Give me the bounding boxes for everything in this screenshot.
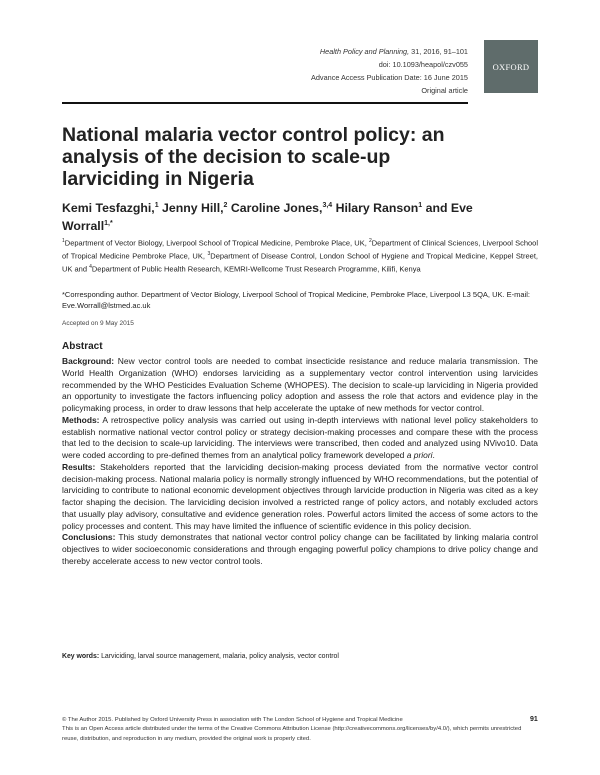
license: This is an Open Access article distributed under the terms of the Creative Commons Attribution License (http://creativecommons.org/licenses/by/4.0/), which permits unrestricted reuse, distribution, and reproduction in any medium, provided the original work is properly cited. bbox=[62, 726, 522, 742]
affiliation: Department of Public Health Research, KEMRI-Wellcome Trust Research Programme, Kilifi, Kenya bbox=[91, 264, 421, 274]
abstract-results bbox=[62, 462, 538, 533]
abstract-methods bbox=[62, 415, 538, 462]
abstract-conclusions bbox=[62, 532, 538, 567]
author: Hilary Ranson bbox=[332, 201, 419, 216]
section-text: New vector control tools are needed to combat insecticide resistance and reduce malaria transmission. The World Health Organization (WHO) endorses larviciding as a supplementary vector control intervention using larvicides recommended by the WHO Pesticides Evaluation Scheme (WHOPES). The decision to scale-up larviciding in Nigeria provided an opportunity to investigate the factors influencing policy adoption and assess the role that actors and evidence play in the policymaking process, in order to draw lessons that help accelerate the uptake of new methods for vector control. bbox=[62, 356, 538, 413]
oxford-logo: OXFORD bbox=[484, 40, 538, 93]
header-rule bbox=[62, 102, 468, 104]
accepted-date: Accepted on 9 May 2015 bbox=[62, 320, 134, 327]
author-list bbox=[62, 198, 482, 234]
author-sup: 1 bbox=[154, 202, 159, 209]
corresponding-author: *Corresponding author. Department of Vector Biology, Liverpool School of Tropical Medicine, Pembroke Place, Liverpool L3 5QA, UK. E-mail: Eve.Worrall@lstmed.ac.uk bbox=[62, 290, 531, 311]
affiliation: Department of Disease Control, London School of Hygiene and Tropical Medicine, Keppel Street, UK and bbox=[62, 251, 538, 274]
aff-sup: 4 bbox=[89, 263, 92, 270]
section-end: . bbox=[432, 450, 435, 460]
italic-term: a priori bbox=[406, 450, 433, 460]
author-sup: 2 bbox=[223, 202, 228, 209]
author: Kemi Tesfazghi, bbox=[62, 201, 155, 216]
section-text: Stakeholders reported that the larviciding decision-making process deviated from the normative vector control decision-making process. National malaria policy is normally strongly influenced by WHO recommendations, but the potential of larviciding to contribute to national economic development objectives through larvicide production in Nigeria was cited as a key factor shaping the decision. The larviciding decision involved a restricted range of policy actors, and notably excluded actors that usually play advisory, consultative and evidence generation roles. Powerful actors limited the access of some actors to the policy processes and content. This may have limited the influence of scientific evidence in this policy decision. bbox=[62, 461, 538, 531]
author: and Eve Worrall bbox=[62, 201, 473, 234]
publication-date: Advance Access Publication Date: 16 June 2015 bbox=[311, 73, 468, 82]
keywords-text: Larviciding, larval source management, malaria, policy analysis, vector control bbox=[99, 653, 339, 660]
page-number: 91 bbox=[530, 716, 538, 723]
article-type: Original article bbox=[421, 86, 468, 95]
copyright: © The Author 2015. Published by Oxford University Press in association with The London School of Hygiene and Tropical Medicine bbox=[62, 717, 403, 723]
affiliation: Department of Clinical Sciences, Liverpool School of Tropical Medicine Pembroke Place, UK, bbox=[62, 238, 538, 261]
aff-sup: 3 bbox=[207, 250, 211, 257]
author-sup: 1 bbox=[418, 202, 423, 209]
author: Jenny Hill, bbox=[158, 201, 224, 216]
aff-sup: 2 bbox=[368, 238, 372, 244]
section-label: Conclusions: bbox=[62, 532, 116, 543]
doi[interactable]: doi: 10.1093/heapol/czv055 bbox=[378, 60, 468, 69]
abstract-body bbox=[62, 356, 538, 568]
section-label: Results: bbox=[62, 461, 96, 472]
section-text: A retrospective policy analysis was carried out using in-depth interviews with national level policy stakeholders to establish normative national vector control policy or strategy decision-making processes and compare these with the process that led to the decision to scale-up larviciding. The interviews were transcribed, then coded and analyzed using NVivo10. Data were coded according to pre-defined themes from an analytical policy framework developed bbox=[62, 414, 538, 460]
affiliations bbox=[62, 236, 538, 274]
journal-name: Health Policy and Planning, bbox=[319, 47, 410, 56]
section-label: Methods: bbox=[62, 414, 100, 425]
section-label: Background: bbox=[62, 356, 115, 366]
affiliation: Department of Vector Biology, Liverpool School of Tropical Medicine, Pembroke Place, UK, bbox=[64, 238, 369, 248]
citation: 31, 2016, 91–101 bbox=[409, 47, 468, 56]
section-text: This study demonstrates that national vector control policy change can be facilitated by linking malaria control objectives to wider socioeconomic considerations and through engaging powerful policy champions to drive policy change and thereby accelerate access to new vector control tools. bbox=[62, 532, 538, 566]
author-sup: 1,* bbox=[104, 220, 113, 228]
aff-sup: 1 bbox=[62, 238, 65, 244]
keywords bbox=[62, 653, 339, 660]
article-meta bbox=[311, 45, 468, 97]
footer bbox=[62, 716, 538, 744]
keywords-label: Key words: bbox=[62, 653, 100, 660]
author: Caroline Jones, bbox=[227, 201, 323, 216]
abstract-background bbox=[62, 356, 538, 415]
author-sup: 3,4 bbox=[322, 202, 333, 209]
abstract-heading: Abstract bbox=[62, 341, 103, 352]
article-title: National malaria vector control policy: an analysis of the decision to scale-up larviciding in Nigeria bbox=[62, 124, 445, 190]
